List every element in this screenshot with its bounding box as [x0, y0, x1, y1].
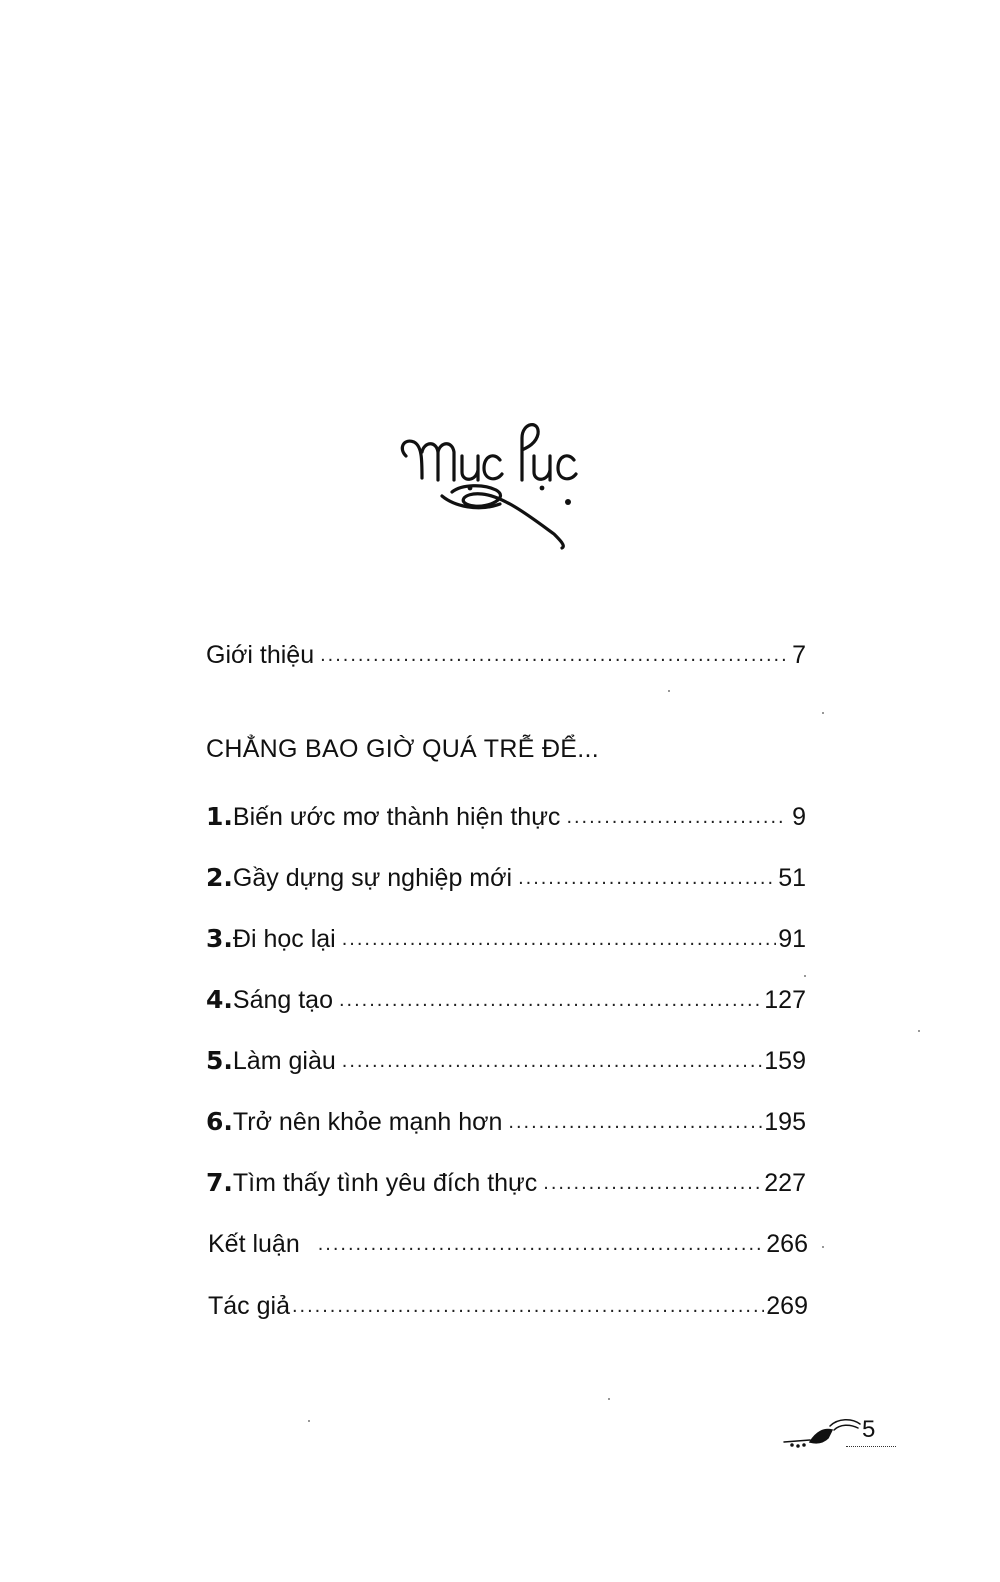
toc-entry-label: Sáng tạo	[232, 986, 333, 1014]
scan-speck	[822, 1246, 824, 1248]
dot-leader	[318, 1232, 765, 1259]
toc-entry-author[interactable]	[208, 1285, 808, 1321]
dot-leader	[543, 1171, 762, 1198]
chapter-number: 4.	[206, 985, 233, 1014]
toc-entry-conclusion[interactable]	[208, 1223, 808, 1259]
toc-entry-page: 159	[764, 1047, 806, 1075]
chapter-number: 7.	[206, 1168, 233, 1197]
chapter-number: 5.	[206, 1046, 233, 1075]
dot-leader	[320, 643, 786, 670]
folio-rule	[846, 1446, 896, 1447]
scan-speck	[804, 975, 806, 977]
toc-entry-page: 195	[764, 1108, 806, 1136]
page-title	[392, 408, 612, 558]
toc-entry-chapter-4[interactable]	[206, 979, 806, 1015]
toc-entry-page: 227	[764, 1169, 806, 1197]
toc-entry-chapter-5[interactable]	[206, 1040, 806, 1076]
dot-leader	[518, 866, 776, 893]
chapter-number: 6.	[206, 1107, 233, 1136]
toc-entry-page: 7	[792, 641, 806, 669]
title-calligraphy-icon	[392, 408, 612, 558]
toc-entry-label: Trở nên khỏe mạnh hơn	[232, 1108, 503, 1136]
page-number: 5	[862, 1416, 876, 1443]
section-heading: CHẲNG BAO GIỜ QUÁ TRỄ ĐỂ...	[206, 735, 600, 763]
toc-entry-page: 51	[778, 864, 806, 892]
dot-leader	[339, 988, 762, 1015]
scan-speck	[668, 690, 670, 692]
toc-entry-label: Biến ước mơ thành hiện thực	[232, 803, 561, 831]
toc-entry-label: Tìm thấy tình yêu đích thực	[232, 1169, 538, 1197]
scan-speck	[308, 1420, 310, 1422]
scan-speck	[608, 1398, 610, 1400]
scan-speck	[822, 712, 824, 714]
toc-entry-label: Đi học lại	[232, 925, 336, 953]
dot-leader	[342, 927, 776, 954]
toc-entry-page: 127	[764, 986, 806, 1014]
dot-leader	[566, 805, 786, 832]
chapter-number: 3.	[206, 924, 233, 953]
dot-leader	[342, 1049, 763, 1076]
toc-entry-label: Kết luận	[208, 1230, 300, 1258]
toc-entry-label: Làm giàu	[232, 1047, 336, 1075]
toc-entry-page: 91	[778, 925, 806, 953]
toc-entry-page: 9	[792, 803, 806, 831]
toc-entry-intro[interactable]	[206, 634, 806, 670]
toc-entry-label: Tác giả	[208, 1292, 290, 1320]
toc-entry-page: 269	[766, 1292, 808, 1320]
toc-entry-chapter-6[interactable]	[206, 1101, 806, 1137]
toc-entry-label: Gầy dựng sự nghiệp mới	[232, 864, 513, 892]
page-folio	[780, 1412, 900, 1452]
dot-leader	[508, 1110, 762, 1137]
toc-entry-chapter-1[interactable]	[206, 796, 806, 832]
toc-entry-chapter-7[interactable]	[206, 1162, 806, 1198]
scan-speck	[918, 1030, 920, 1032]
chapter-number: 1.	[206, 802, 233, 831]
chapter-number: 2.	[206, 863, 233, 892]
toc-entry-label: Giới thiệu	[206, 641, 315, 669]
toc-entry-chapter-3[interactable]	[206, 918, 806, 954]
dot-leader	[292, 1294, 764, 1321]
toc-entry-chapter-2[interactable]	[206, 857, 806, 893]
toc-entry-page: 266	[766, 1230, 808, 1258]
